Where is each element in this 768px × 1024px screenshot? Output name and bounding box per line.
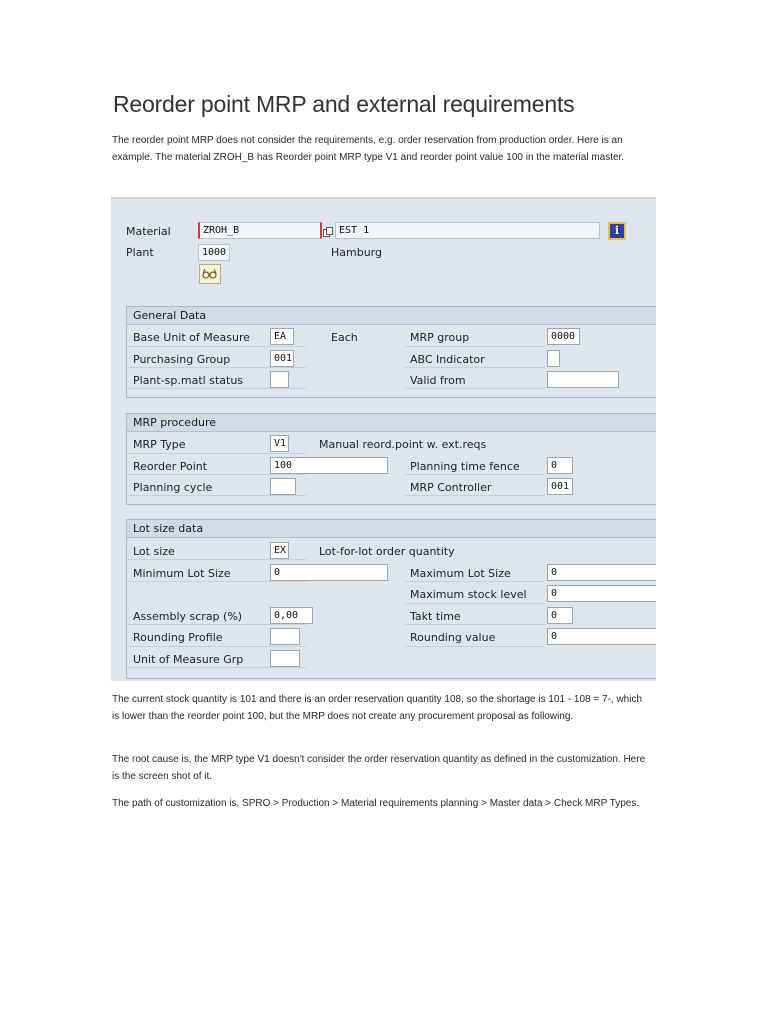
row-divider xyxy=(405,603,545,604)
abc-indicator-field[interactable] xyxy=(547,350,560,367)
reorder-point-field[interactable]: 100 xyxy=(270,457,388,474)
info-icon[interactable]: i xyxy=(608,222,626,240)
max-stock-level-field[interactable]: 0 xyxy=(547,585,656,602)
max-stock-level-label: Maximum stock level xyxy=(410,588,527,601)
valid-from-field[interactable] xyxy=(547,371,619,388)
rounding-value-label: Rounding value xyxy=(410,631,496,644)
planning-cycle-label: Planning cycle xyxy=(133,481,213,494)
mrp-controller-field[interactable]: 001 xyxy=(547,478,573,495)
mrp-type-field[interactable]: V1 xyxy=(270,435,289,452)
rounding-profile-field[interactable] xyxy=(270,628,300,645)
lot-size-header: Lot size data xyxy=(127,520,656,538)
rounding-profile-label: Rounding Profile xyxy=(133,631,223,644)
material-label: Material xyxy=(126,225,171,238)
max-lot-size-label: Maximum Lot Size xyxy=(410,567,511,580)
lot-size-label: Lot size xyxy=(133,545,175,558)
mrp-type-label: MRP Type xyxy=(133,438,186,451)
uom-group-field[interactable] xyxy=(270,650,300,667)
display-change-button[interactable] xyxy=(199,264,221,284)
screen-top-border xyxy=(111,197,656,199)
assembly-scrap-label: Assembly scrap (%) xyxy=(133,610,243,623)
plant-name: Hamburg xyxy=(331,246,382,259)
valid-from-label: Valid from xyxy=(410,374,466,387)
takt-time-label: Takt time xyxy=(410,610,461,623)
row-divider xyxy=(128,346,306,347)
row-divider xyxy=(405,581,545,582)
row-divider xyxy=(128,624,306,625)
copy-icon[interactable] xyxy=(323,227,333,237)
row-divider xyxy=(128,474,306,475)
rounding-value-field[interactable]: 0 xyxy=(547,628,656,645)
page-title: Reorder point MRP and external requirements xyxy=(113,91,575,117)
plant-status-label: Plant-sp.matl status xyxy=(133,374,244,387)
row-divider xyxy=(405,495,545,496)
row-divider xyxy=(128,646,306,647)
mrp-type-text: Manual reord.point w. ext.reqs xyxy=(319,438,487,451)
reorder-point-label: Reorder Point xyxy=(133,460,208,473)
sap-material-master-screen xyxy=(111,197,656,681)
plant-label: Plant xyxy=(126,246,154,259)
row-divider xyxy=(128,388,306,389)
max-lot-size-field[interactable]: 0 xyxy=(547,564,656,581)
base-uom-field[interactable]: EA xyxy=(270,328,294,345)
row-divider xyxy=(405,646,545,647)
row-divider xyxy=(128,559,306,560)
purchasing-group-field[interactable]: 001 xyxy=(270,350,294,367)
purchasing-group-label: Purchasing Group xyxy=(133,353,231,366)
mrp-group-label: MRP group xyxy=(410,331,470,344)
uom-group-label: Unit of Measure Grp xyxy=(133,653,244,666)
mrp-procedure-header: MRP procedure xyxy=(127,414,656,432)
row-divider xyxy=(405,388,545,389)
planning-time-fence-label: Planning time fence xyxy=(410,460,520,473)
row-divider xyxy=(405,367,545,368)
lot-size-text: Lot-for-lot order quantity xyxy=(319,545,455,558)
stock-explanation-paragraph: The current stock quantity is 101 and there is an order reservation quantity 108, so the shortage is 101 - 108 = 7-, which is lower than the reorder point 100, but the MRP does not create any procurement proposal as following. xyxy=(112,694,643,722)
row-divider xyxy=(405,474,545,475)
min-lot-size-field[interactable]: 0 xyxy=(270,564,388,581)
base-uom-text: Each xyxy=(331,331,358,344)
customization-path-paragraph: The path of customization is, SPRO > Production > Material requirements planning > Master data > Check MRP Types. xyxy=(112,798,640,809)
row-divider xyxy=(128,581,306,582)
glasses-icon xyxy=(200,265,220,283)
row-divider xyxy=(405,624,545,625)
planning-time-fence-field[interactable]: 0 xyxy=(547,457,573,474)
material-field[interactable]: ZROH_B xyxy=(198,222,322,239)
row-divider xyxy=(128,667,306,668)
abc-indicator-label: ABC Indicator xyxy=(410,353,485,366)
assembly-scrap-field[interactable]: 0,00 xyxy=(270,607,313,624)
min-lot-size-label: Minimum Lot Size xyxy=(133,567,231,580)
material-description-field[interactable]: EST 1 xyxy=(335,222,600,239)
intro-paragraph: The reorder point MRP does not consider the requirements, e.g. order reservation from production order. Here is an example. The material ZROH_B has Reorder point MRP type V1 and reorder point value 100 in the material master. xyxy=(112,135,625,163)
plant-status-field[interactable] xyxy=(270,371,289,388)
row-divider xyxy=(128,453,306,454)
mrp-group-field[interactable]: 0000 xyxy=(547,328,580,345)
base-uom-label: Base Unit of Measure xyxy=(133,331,251,344)
row-divider xyxy=(128,495,306,496)
plant-field[interactable]: 1000 xyxy=(198,244,230,261)
root-cause-paragraph: The root cause is, the MRP type V1 doesn't consider the order reservation quantity as defined in the customization. Here is the screen shot of it. xyxy=(112,754,646,782)
mrp-controller-label: MRP Controller xyxy=(410,481,492,494)
row-divider xyxy=(405,346,545,347)
general-data-header: General Data xyxy=(127,307,656,325)
row-divider xyxy=(128,367,306,368)
takt-time-field[interactable]: 0 xyxy=(547,607,573,624)
lot-size-field[interactable]: EX xyxy=(270,542,289,559)
planning-cycle-field[interactable] xyxy=(270,478,296,495)
